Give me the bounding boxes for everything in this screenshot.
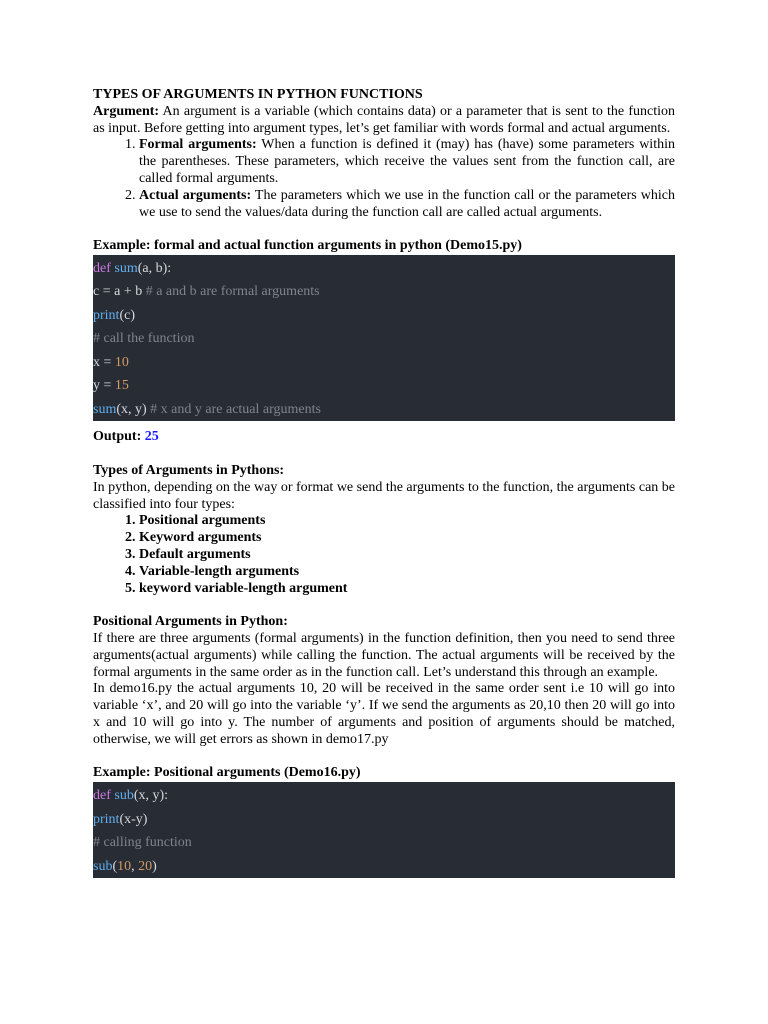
- output-label: Output:: [93, 429, 145, 445]
- code-text: (x, y): [116, 401, 147, 417]
- code-line: [93, 374, 675, 398]
- positional-paragraph-1: If there are three arguments (formal arguments) in the function definition, then you need to send three arguments(actual arguments) while calling the function. The actual arguments will be received by the formal arguments in the same order as in the function call. Let’s understand this through an example.: [93, 631, 675, 680]
- code-block-demo16: [93, 782, 675, 878]
- list-item: 1. Positional arguments: [139, 513, 675, 530]
- example2-heading: Example: Positional arguments (Demo16.py): [93, 765, 361, 781]
- code-text: ,: [131, 858, 139, 874]
- code-comment: # call the function: [93, 331, 195, 347]
- output-line: [93, 429, 675, 446]
- positional-paragraph-2: In demo16.py the actual arguments 10, 20 will be received in the same order sent i.e 10 will go into variable ‘x’, and 20 will go into the variable ‘y’. If we send the arguments as 20,10 then 20 will go into x and 10 will go into y. The number of arguments and position of arguments should be matched, otherwise, we will get errors as shown in demo17.py: [93, 681, 675, 747]
- code-text: ): [152, 858, 157, 874]
- code-text: c = a + b: [93, 284, 143, 300]
- code-line: [93, 398, 675, 422]
- code-number: 10: [117, 858, 132, 874]
- code-block-demo15: [93, 255, 675, 422]
- code-text: x =: [93, 354, 115, 370]
- list-item: 3. Default arguments: [139, 547, 675, 564]
- code-text: (a, b):: [137, 260, 172, 276]
- list-item: 2. Keyword arguments: [139, 530, 675, 547]
- list-item: [139, 137, 675, 187]
- code-text: y =: [93, 378, 115, 394]
- code-comment: # a and b are formal arguments: [142, 284, 320, 300]
- code-line: [93, 280, 675, 304]
- code-function: sub: [93, 858, 113, 874]
- types-list: [93, 513, 675, 597]
- document-page: [93, 87, 675, 878]
- list-item: 4. Variable-length arguments: [139, 564, 675, 581]
- code-function: sum: [93, 401, 117, 417]
- arg-kinds-list: [93, 137, 675, 221]
- code-number: 15: [114, 378, 129, 394]
- intro-label: Argument:: [93, 103, 160, 119]
- code-line: [93, 351, 675, 375]
- list-item: 5. keyword variable-length argument: [139, 581, 675, 598]
- list-item-text: The parameters which we use in the function call or the parameters which we use to send the values/data during the function call are called actual arguments.: [139, 187, 675, 220]
- code-number: 20: [138, 858, 153, 874]
- positional-heading: Positional Arguments in Python:: [93, 614, 288, 630]
- code-function: sum: [110, 260, 138, 276]
- code-text: (c): [119, 307, 135, 323]
- code-line: [93, 855, 675, 879]
- code-function: print: [93, 307, 120, 323]
- code-keyword: def: [93, 788, 111, 804]
- code-line: [93, 784, 675, 808]
- output-value: 25: [144, 429, 159, 445]
- code-function: sub: [110, 788, 134, 804]
- intro-paragraph: [93, 104, 675, 138]
- list-item-label: Actual arguments:: [139, 187, 252, 203]
- code-keyword: def: [93, 260, 111, 276]
- list-item-label: Formal arguments:: [139, 137, 257, 153]
- code-text: (x-y): [119, 811, 148, 827]
- code-line: [93, 304, 675, 328]
- types-heading: Types of Arguments in Pythons:: [93, 463, 285, 479]
- code-function: print: [93, 811, 120, 827]
- code-number: 10: [114, 354, 129, 370]
- code-line: [93, 808, 675, 832]
- code-text: (x, y):: [133, 788, 169, 804]
- list-item: [139, 188, 675, 222]
- code-line: [93, 327, 675, 351]
- example1-heading: Example: formal and actual function arguments in python (Demo15.py): [93, 238, 522, 254]
- code-text: (: [112, 858, 118, 874]
- page-title: TYPES OF ARGUMENTS IN PYTHON FUNCTIONS: [93, 87, 423, 102]
- code-line: [93, 257, 675, 281]
- intro-text: An argument is a variable (which contains data) or a parameter that is sent to the function as input. Before getting into argument types, let’s get familiar with words formal and actual arguments.: [93, 103, 675, 136]
- code-comment: # calling function: [93, 835, 192, 851]
- code-comment: # x and y are actual arguments: [146, 401, 321, 417]
- list-item-text: When a function is defined it (may) has (have) some parameters within the parentheses. These parameters, which receive the values sent from the function call, are called formal arguments.: [139, 137, 675, 186]
- code-line: [93, 831, 675, 855]
- types-paragraph: In python, depending on the way or format we send the arguments to the function, the arguments can be classified into four types:: [93, 479, 675, 512]
